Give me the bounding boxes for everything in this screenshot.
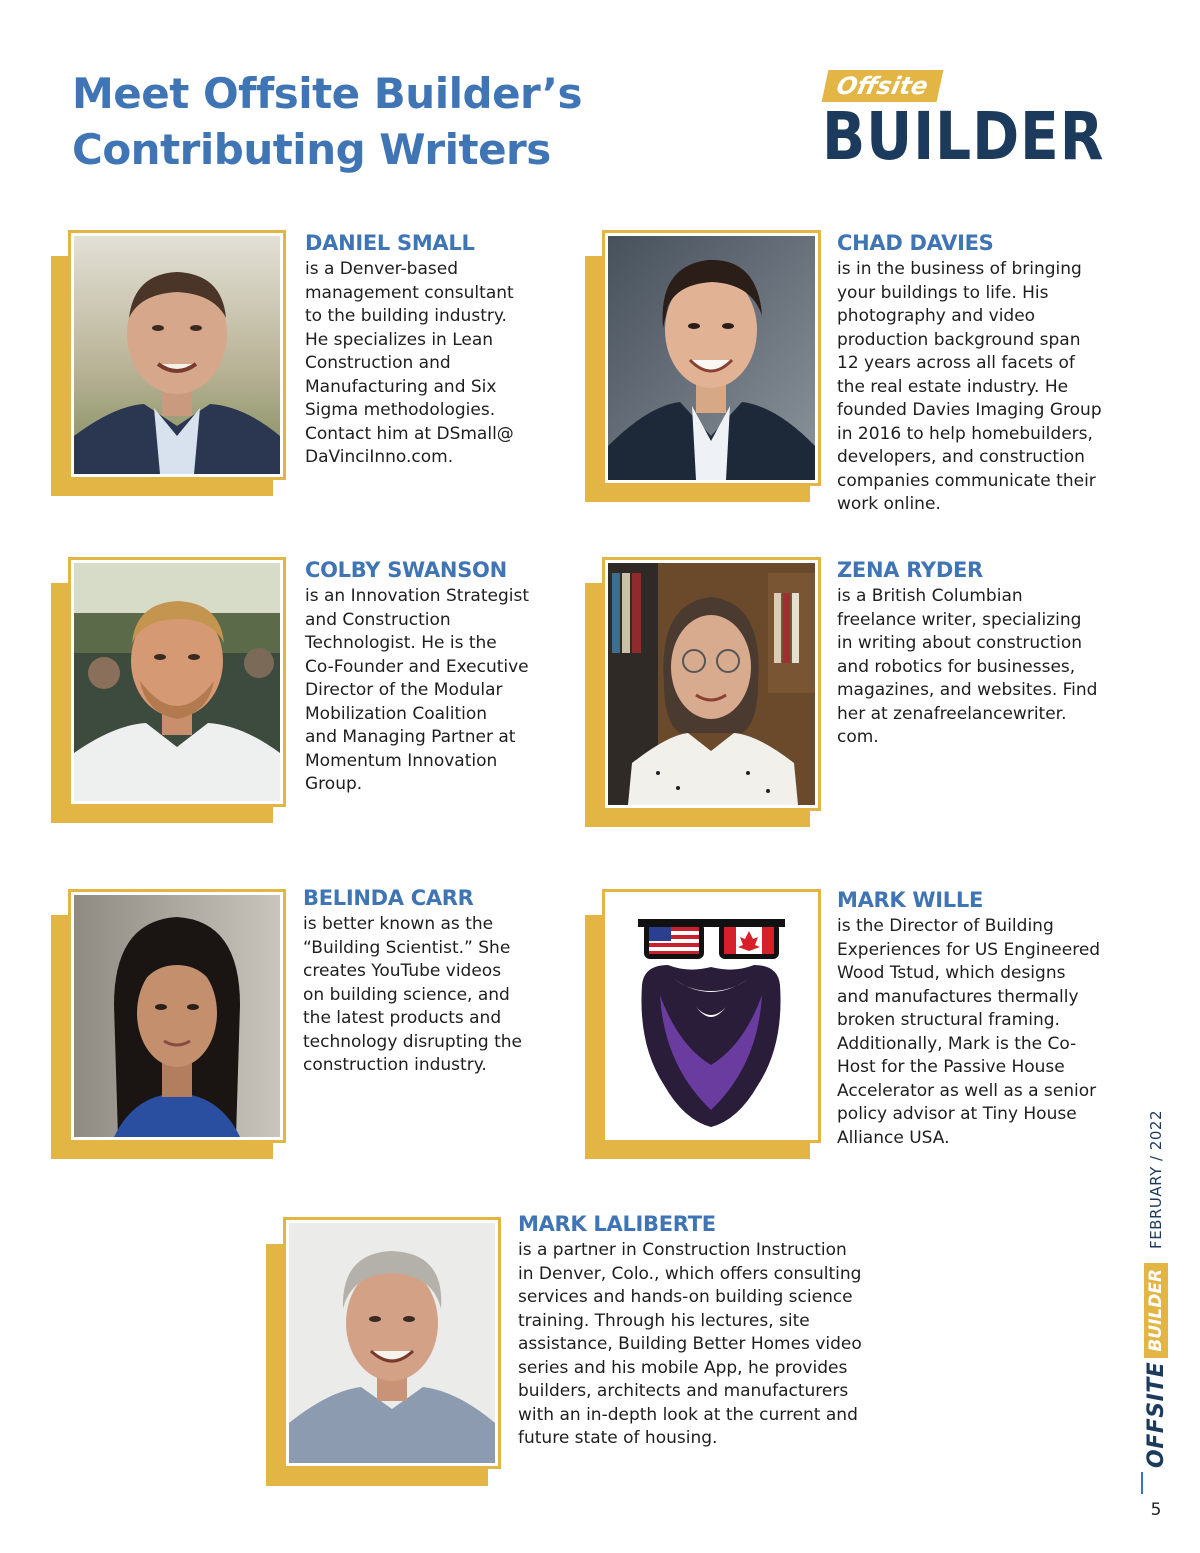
offsite-builder-logo [822,70,1117,175]
writer-photo-frame [602,889,821,1143]
running-footer [1137,1109,1175,1468]
writer-name: DANIEL SMALL [305,231,475,255]
logo-builder-word: BUILDER [822,98,1105,175]
writer-description: is a British Columbian freelance writer, specializing in writing about construction and robotics for businesses, magazines, and websites. Find her at zenafreelancewriter. com. [837,586,1098,747]
headshot-chad-davies-photo [608,236,815,480]
writer-photo-frame [602,230,821,486]
writer-photo-frame [68,230,286,480]
writer-photo-frame [602,557,821,811]
writer-bio [837,887,1137,1150]
writer-photo-frame [68,557,286,807]
writer-name: BELINDA CARR [303,886,474,910]
writer-name: ZENA RYDER [837,558,983,582]
footer-divider [1141,1472,1143,1494]
headshot-belinda-carr-photo [74,895,280,1137]
headshot-colby-swanson-photo [74,563,280,801]
writer-name: COLBY SWANSON [305,558,507,582]
writer-bio [305,230,575,470]
writer-description: is better known as the “Building Scientist.” She creates YouTube videos on building science, and the latest products and technology disrupting the construction industry. [303,914,522,1075]
writer-bio [305,557,575,797]
writer-description: is an Innovation Strategist and Construction Technologist. He is the Co-Founder and Executive Director of the Modular Mobilization Coalition and Managing Partner at Momentum Innovation Group. [305,586,530,794]
writer-description: is in the business of bringing your buildings to life. His photography and video production background span 12 years across all facets of the real estate industry. He founded Davies Imaging Group in 2016 to help homebuilders, developers, and construction companies communicate their work online. [837,259,1102,514]
page-title [72,66,672,178]
writer-name: MARK WILLE [837,888,983,912]
writer-bio [303,885,573,1078]
writer-bio [837,557,1137,750]
writer-photo-frame [68,889,286,1143]
writer-photo-frame [283,1217,501,1469]
page-title-line-1: Meet Offsite Builder’s [72,69,582,118]
headshot-daniel-small-photo [74,236,280,474]
bearded-avatar-icon [608,895,815,1137]
writer-bio [837,230,1137,517]
writer-description: is the Director of Building Experiences for US Engineered Wood Tstud, which designs and manufactures thermally broken structural framing. Additionally, Mark is the Co- Host for the Passive House Accelerator as well as a senior policy advisor at Tiny House Alliance USA. [837,916,1101,1148]
issue-date: FEBRUARY / 2022 [1147,1109,1165,1249]
headshot-zena-ryder-photo [608,563,815,805]
writer-description: is a Denver-based management consultant to the building industry. He specializes in Lean Construction and Manufacturing and Six Sigma methodologies. Contact him at DSmall@ DaVinciInno.com. [305,259,514,467]
writer-name: MARK LALIBERTE [518,1212,716,1236]
page-title-line-2: Contributing Writers [72,125,551,174]
running-footer-builder: BUILDER [1144,1263,1168,1358]
page-number: 5 [1150,1500,1162,1520]
writer-name: CHAD DAVIES [837,231,994,255]
writer-bio [518,1211,918,1451]
headshot-mark-laliberte-photo [289,1223,495,1463]
writer-description: is a partner in Construction Instruction in Denver, Colo., which offers consulting services and hands-on building science training. Through his lectures, site assistance, Building Better Homes video series and his mobile App, he provides builders, architects and manufacturers with an in-depth look at the current and future state of housing. [518,1240,862,1448]
running-footer-offsite: OFFSITE [1143,1361,1169,1468]
logo-offsite-word: Offsite [822,70,943,102]
